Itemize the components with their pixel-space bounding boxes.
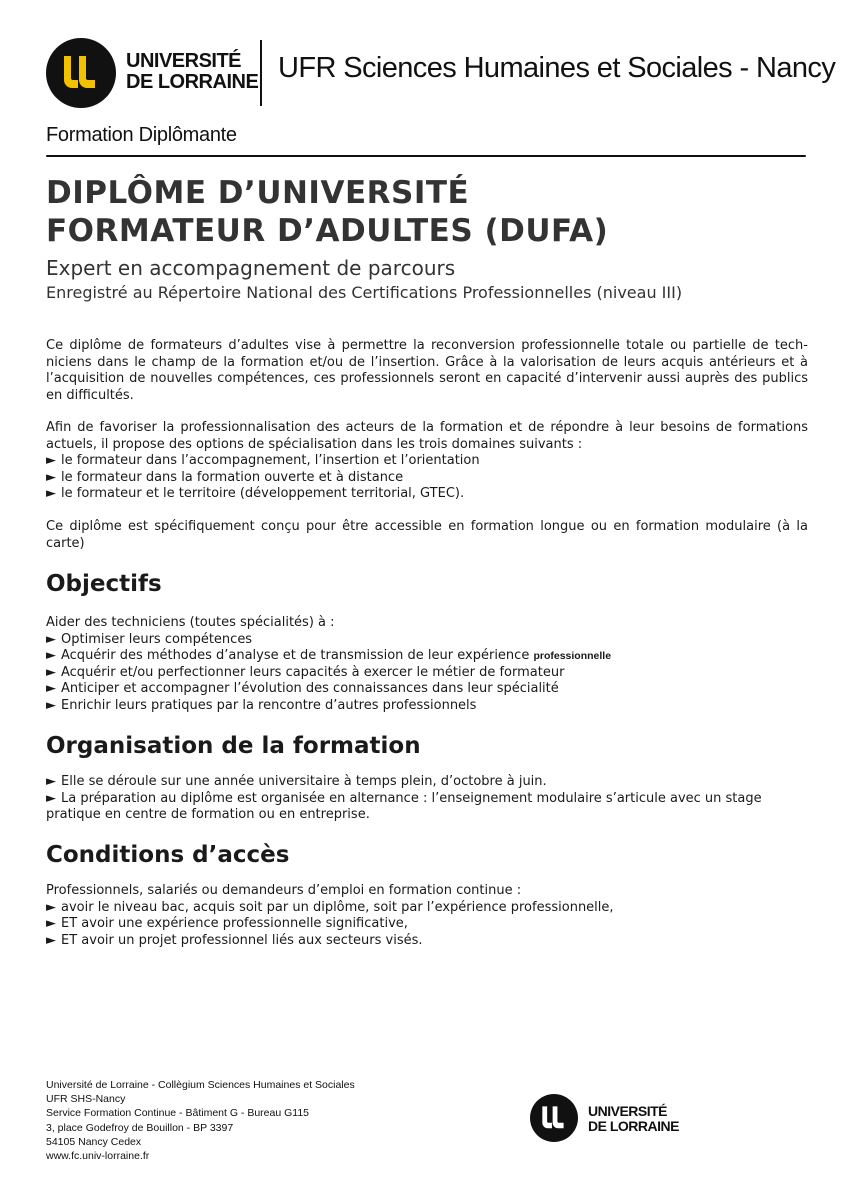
rncp-registration: Enregistré au Répertoire National des Certifications Professionnelles (niveau III): [46, 283, 683, 302]
list-item: ► ET avoir un projet professionnel liés aux secteurs visés.: [46, 932, 423, 948]
bullet-arrow-icon: ►: [46, 648, 56, 663]
organisation-section: [46, 774, 808, 824]
format-section: [46, 519, 808, 552]
list-item: ► le formateur et le territoire (développement territorial, GTEC).: [46, 486, 465, 501]
ufr-title: UFR Sciences Humaines et Sociales - Nancy: [278, 52, 836, 84]
bullet-arrow-icon: ►: [46, 469, 56, 485]
objectifs-section: [46, 615, 808, 714]
logo-line1: UNIVERSITÉ: [588, 1103, 668, 1119]
list-item: ► avoir le niveau bac, acquis soit par un diplôme, soit par l’expérience professionnelle,: [46, 899, 614, 915]
footer-logo-text: [588, 1104, 679, 1133]
conditions-list: [46, 900, 808, 950]
list-item: ► Acquérir des méthodes d’analyse et de transmission de leur expérience professionnelle: [46, 648, 612, 663]
bullet-arrow-icon: ►: [46, 681, 56, 696]
organisation-list: [46, 774, 808, 824]
conditions-section: [46, 883, 808, 949]
bullet-arrow-icon: ►: [46, 453, 56, 468]
objectifs-heading: Objectifs: [46, 571, 162, 597]
university-logo-text: [126, 51, 258, 93]
main-title-line2: FORMATEUR D’ADULTES (DUFA): [46, 213, 609, 249]
footer-logo: [530, 1094, 690, 1146]
bullet-arrow-icon: ►: [46, 697, 56, 713]
bullet-arrow-icon: ►: [46, 486, 56, 501]
address-line: UFR SHS-Nancy: [46, 1093, 126, 1106]
list-item: ► Acquérir et/ou perfectionner leurs capacités à exercer le métier de formateur: [46, 664, 565, 680]
intro-paragraph-2: Afin de favoriser la professionnalisation des acteurs de la formation et de répondre à leur besoins de formations actuels, il propose des options de spécialisation dans les trois domaines suivants :: [46, 420, 808, 452]
header-divider: [260, 40, 262, 106]
university-logo-icon: [530, 1094, 578, 1142]
objectifs-lead: Aider des techniciens (toutes spécialités) à :: [46, 615, 335, 630]
intro-paragraph-1: Ce diplôme de formateurs d’adultes vise à permettre la reconversion professionnelle totale ou partielle de tech-niciens dans le champ de la formation et/ou de l’insertion. Grâce à la valorisation de leurs acquis antérieurs et à l’acquisition de nouvelles compétences, ces professionnels seront en capacité d’intervenir aussi auprès des publics en difficultés.: [46, 338, 808, 403]
logo-line1: UNIVERSITÉ: [126, 50, 242, 72]
logo-line2: DE LORRAINE: [126, 71, 259, 93]
main-title-line1: DIPLÔME D’UNIVERSITÉ: [46, 175, 470, 211]
list-item: ► Optimiser leurs compétences: [46, 631, 253, 647]
intro-section: [46, 338, 808, 404]
subtitle: Expert en accompagnement de parcours: [46, 256, 456, 280]
address-line: 54105 Nancy Cedex: [46, 1135, 142, 1148]
address-line: 3, place Godefroy de Bouillon - BP 3397: [46, 1121, 234, 1134]
bullet-arrow-icon: ►: [46, 790, 56, 806]
bullet-arrow-icon: ►: [46, 631, 56, 647]
university-logo-icon: [46, 38, 116, 108]
main-title: [46, 174, 608, 250]
intro-paragraph-3: Ce diplôme est spécifiquement conçu pour être accessible en formation longue ou en formation modulaire (à la carte): [46, 519, 808, 551]
header: [46, 38, 836, 110]
logo-line2: DE LORRAINE: [588, 1117, 679, 1134]
item-tail: professionnelle: [533, 650, 612, 662]
footer-address: [46, 1078, 355, 1163]
list-item: ► le formateur dans l’accompagnement, l’insertion et l’orientation: [46, 453, 480, 468]
list-item: ► Anticiper et accompagner l’évolution des connaissances dans leur spécialité: [46, 681, 559, 696]
address-line: Service Formation Continue - Bâtiment G - Bureau G115: [46, 1107, 310, 1120]
list-item: ► Elle se déroule sur une année universitaire à temps plein, d’octobre à juin.: [46, 774, 547, 789]
options-list: [46, 453, 808, 503]
bullet-arrow-icon: ►: [46, 774, 56, 789]
bullet-arrow-icon: ►: [46, 664, 56, 680]
bullet-arrow-icon: ►: [46, 899, 56, 915]
list-item-continuation: pratique en centre de formation ou en entreprise.: [46, 807, 370, 822]
objectifs-list: [46, 632, 808, 715]
bullet-arrow-icon: ►: [46, 932, 56, 948]
organisation-heading: Organisation de la formation: [46, 733, 421, 759]
list-item: ► le formateur dans la formation ouverte et à distance: [46, 469, 404, 485]
top-rule-divider: [46, 155, 806, 157]
conditions-lead: Professionnels, salariés ou demandeurs d’emploi en formation continue :: [46, 883, 522, 898]
list-item: ► ET avoir une expérience professionnelle significative,: [46, 916, 408, 931]
list-item: ► La préparation au diplôme est organisée en alternance : l’enseignement modulaire s’articule avec un stage: [46, 790, 762, 806]
list-item: ► Enrichir leurs pratiques par la rencontre d’autres professionnels: [46, 697, 477, 713]
formation-label: Formation Diplômante: [46, 124, 237, 146]
conditions-heading: Conditions d’accès: [46, 842, 290, 868]
website-link[interactable]: www.fc.univ-lorraine.fr: [46, 1150, 150, 1163]
address-line: Université de Lorraine - Collègium Sciences Humaines et Sociales: [46, 1079, 355, 1091]
bullet-arrow-icon: ►: [46, 916, 56, 931]
specialisation-section: [46, 420, 808, 503]
